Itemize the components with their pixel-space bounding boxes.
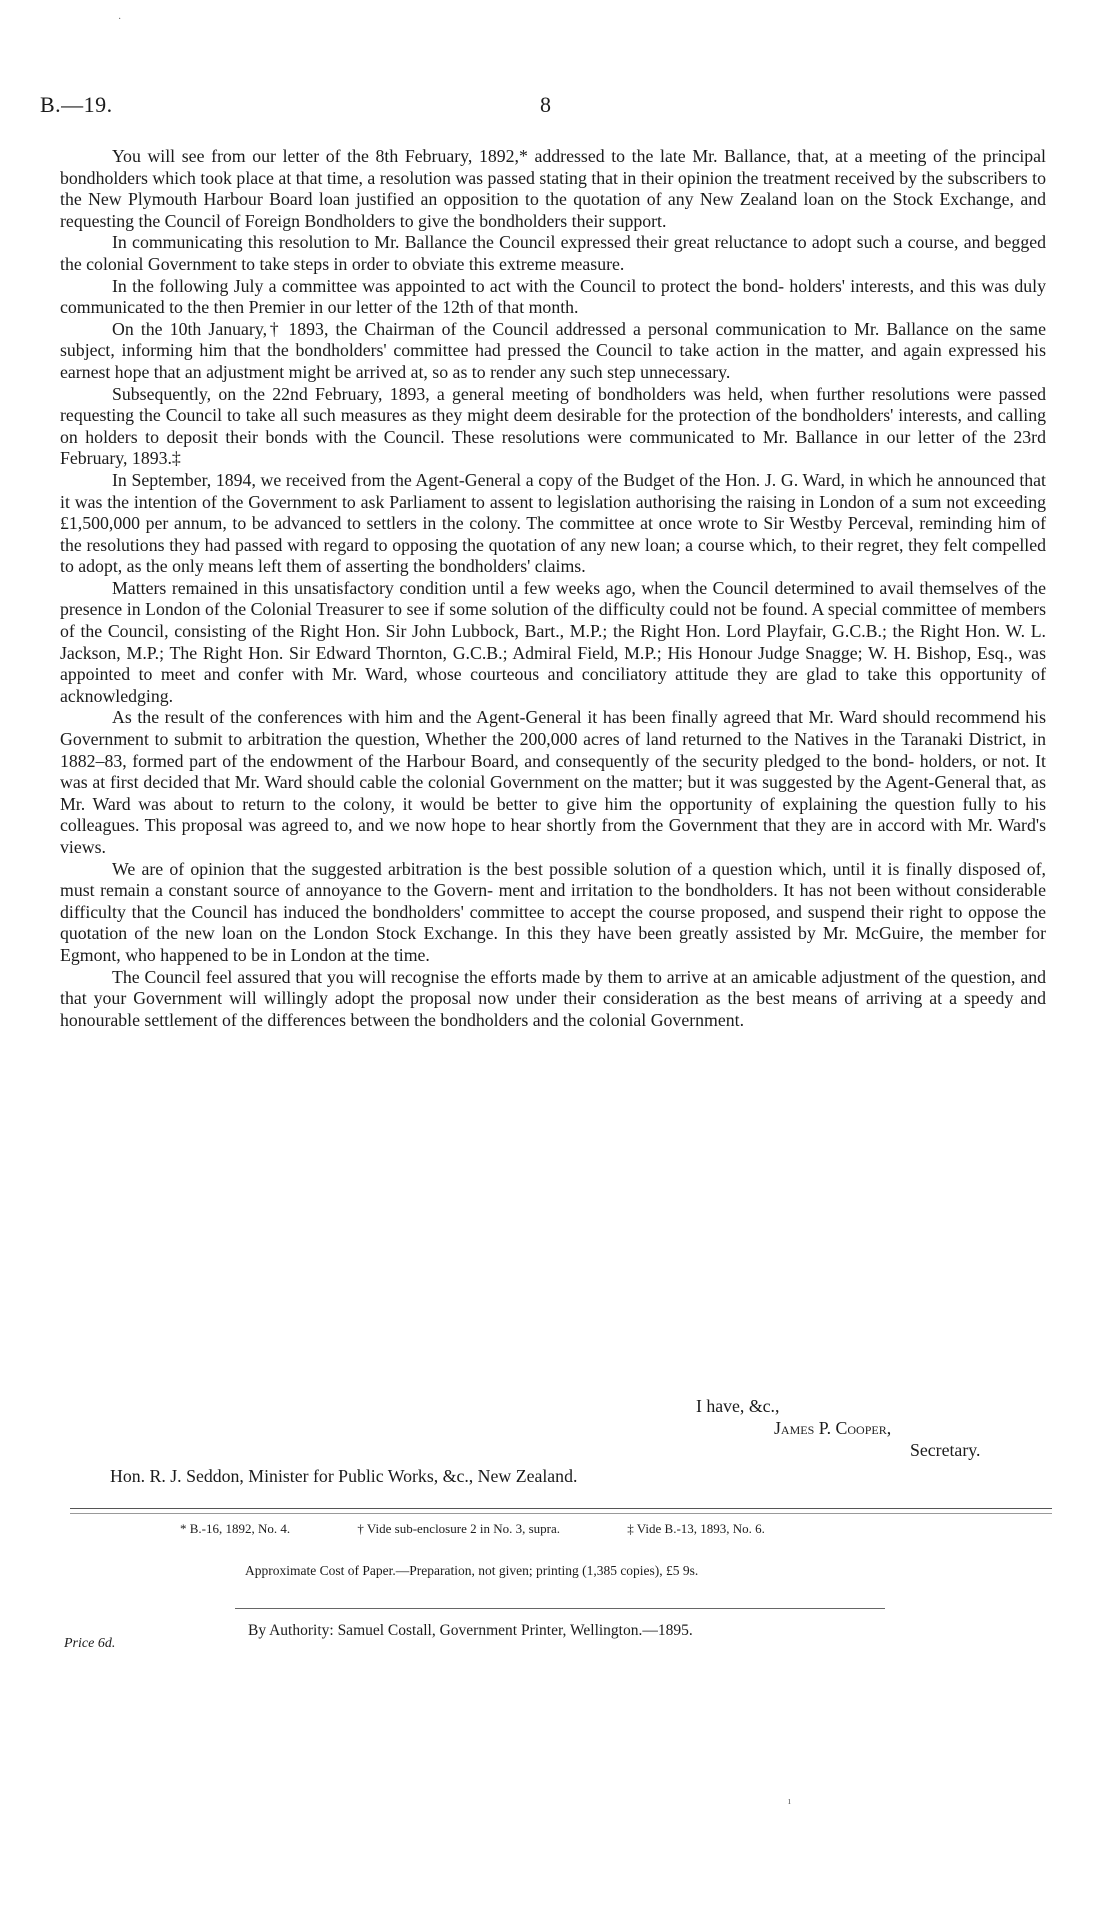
paragraph: The Council feel assured that you will recognise the efforts made by them to arrive at an amicable adjustment of the question, and that your Government will willingly adopt the proposal now under their consideration as the best means of arriving at a speedy and honourable settlement of the differences between the bondholders and the colonial Government. (60, 966, 1046, 1030)
footnote: * B.-16, 1892, No. 4. (180, 1521, 291, 1536)
paragraph: In the following July a committee was appointed to act with the Council to protect the bond- holders' interests, and this was duly communicated to the then Premier in our letter of the 12th of that month. (60, 275, 1046, 318)
price-note: Price 6d. (64, 1636, 116, 1651)
paragraph: As the result of the conferences with him and the Agent-General it has been finally agreed that Mr. Ward should recommend his Government to submit to arbitration the question, Whether the 200,000 acres of land returned to the Natives in the Taranaki District, in 1882–83, formed part of the endowment of the Harbour Board, and consequently of the security pledged to the bond- holders, or not. It was at first decided that Mr. Ward should cable the colonial Government on the matter; but it was suggested by the Agent-General that, as Mr. Ward was about to return to the colony, it would be better to give him the opportunity of explaining the question fully to his colleagues. This proposal was agreed to, and we now hope to hear shortly from the Government that they are in accord with Mr. Ward's views. (60, 707, 1046, 857)
print-speck: · (118, 14, 122, 25)
divider (235, 1608, 885, 1609)
paragraph: We are of opinion that the suggested arbitration is the best possible solution of a question which, until it is finally disposed of, must remain a constant source of annoyance to the Govern- ment and irritation to the bondholders. It has not been without considerable difficulty that the Council has induced the bondholders' committee to accept the course proposed, and suspend their right to oppose the quotation of the new loan on the London Stock Exchange. In this they have been greatly assisted by Mr. McGuire, the member for Egmont, who happened to be in London at the time. (60, 858, 1046, 965)
letter-body (60, 146, 1046, 1031)
paragraph: In September, 1894, we received from the Agent-General a copy of the Budget of the Hon. J. G. Ward, in which he announced that it was the intention of the Government to ask Parliament to assent to legislation authorising the raising in London of a sum not exceeding £1,500,000 per annum, to be advanced to settlers in the colony. The committee at once wrote to Sir Westby Perceval, reminding him of the resolutions they had passed with regard to opposing the quotation of any new loan; a course which, to their regret, they felt compelled to adopt, as the only means left them of asserting the bondholders' claims. (60, 469, 1046, 577)
page-number: 8 (540, 92, 551, 117)
page-header (40, 92, 1040, 122)
print-speck: ı (788, 1796, 791, 1807)
paragraph: Matters remained in this unsatisfactory condition until a few weeks ago, when the Council determined to avail themselves of the presence in London of the Colonial Treasurer to see if some solution of the difficulty could not be found. A special committee of members of the Council, consisting of the Right Hon. Sir John Lubbock, Bart., M.P.; the Right Hon. Lord Playfair, G.C.B.; the Right Hon. W. L. Jackson, M.P.; The Right Hon. Sir Edward Thornton, G.C.B.; Admiral Field, M.P.; His Honour Judge Snagge; W. H. Bishop, Esq., was appointed to meet and confer with Mr. Ward, whose courteous and conciliatory attitude they are glad to take this opportunity of acknowledging. (60, 577, 1046, 706)
paragraph: On the 10th January,† 1893, the Chairman of the Council addressed a personal communication to Mr. Ballance on the same subject, informing him that the bondholders' committee had pressed the Council to take action in the matter, and again expressed his earnest hope that an adjustment might be arrived at, so as to render any such step unnecessary. (60, 318, 1046, 382)
footnotes (180, 1521, 829, 1537)
signatory-title: Secretary. (910, 1440, 981, 1460)
cost-note: Approximate Cost of Paper.—Preparation, not given; printing (1,385 copies), £5 9s. (245, 1563, 699, 1578)
paragraph: In communicating this resolution to Mr. Ballance the Council expressed their great reluctance to adopt such a course, and begged the colonial Government to take steps in order to obviate this extreme measure. (60, 232, 1046, 274)
addressee: Hon. R. J. Seddon, Minister for Public Works, &c., New Zealand. (110, 1466, 578, 1486)
document-reference: B.—19. (40, 92, 113, 117)
salutation: I have, &c., (696, 1396, 780, 1416)
printer-imprint: By Authority: Samuel Costall, Government Printer, Wellington.—1895. (248, 1622, 693, 1639)
signatory-name: James P. Cooper, (774, 1418, 892, 1438)
paragraph: Subsequently, on the 22nd February, 1893, a general meeting of bondholders was held, when further resolutions were passed requesting the Council to take all such measures as they might deem desirable for the protection of the bondholders' interests, and calling on holders to deposit their bonds with the Council. These resolutions were communicated to Mr. Ballance in our letter of the 23rd February, 1893.‡ (60, 383, 1046, 469)
paragraph: You will see from our letter of the 8th February, 1892,* addressed to the late Mr. Ballance, that, at a meeting of the principal bondholders which took place at that time, a resolution was passed stating that in their opinion the treatment received by the subscribers to the New Plymouth Harbour Board loan justified an opposition to the quotation of any New Zealand loan on the Stock Exchange, and requesting the Council of Foreign Bondholders to give the bondholders their support. (60, 146, 1046, 231)
footnote: ‡ Vide B.-13, 1893, No. 6. (627, 1521, 765, 1536)
footnote: † Vide sub-enclosure 2 in No. 3, supra. (357, 1521, 561, 1536)
divider (70, 1513, 1052, 1514)
divider (70, 1508, 1052, 1509)
